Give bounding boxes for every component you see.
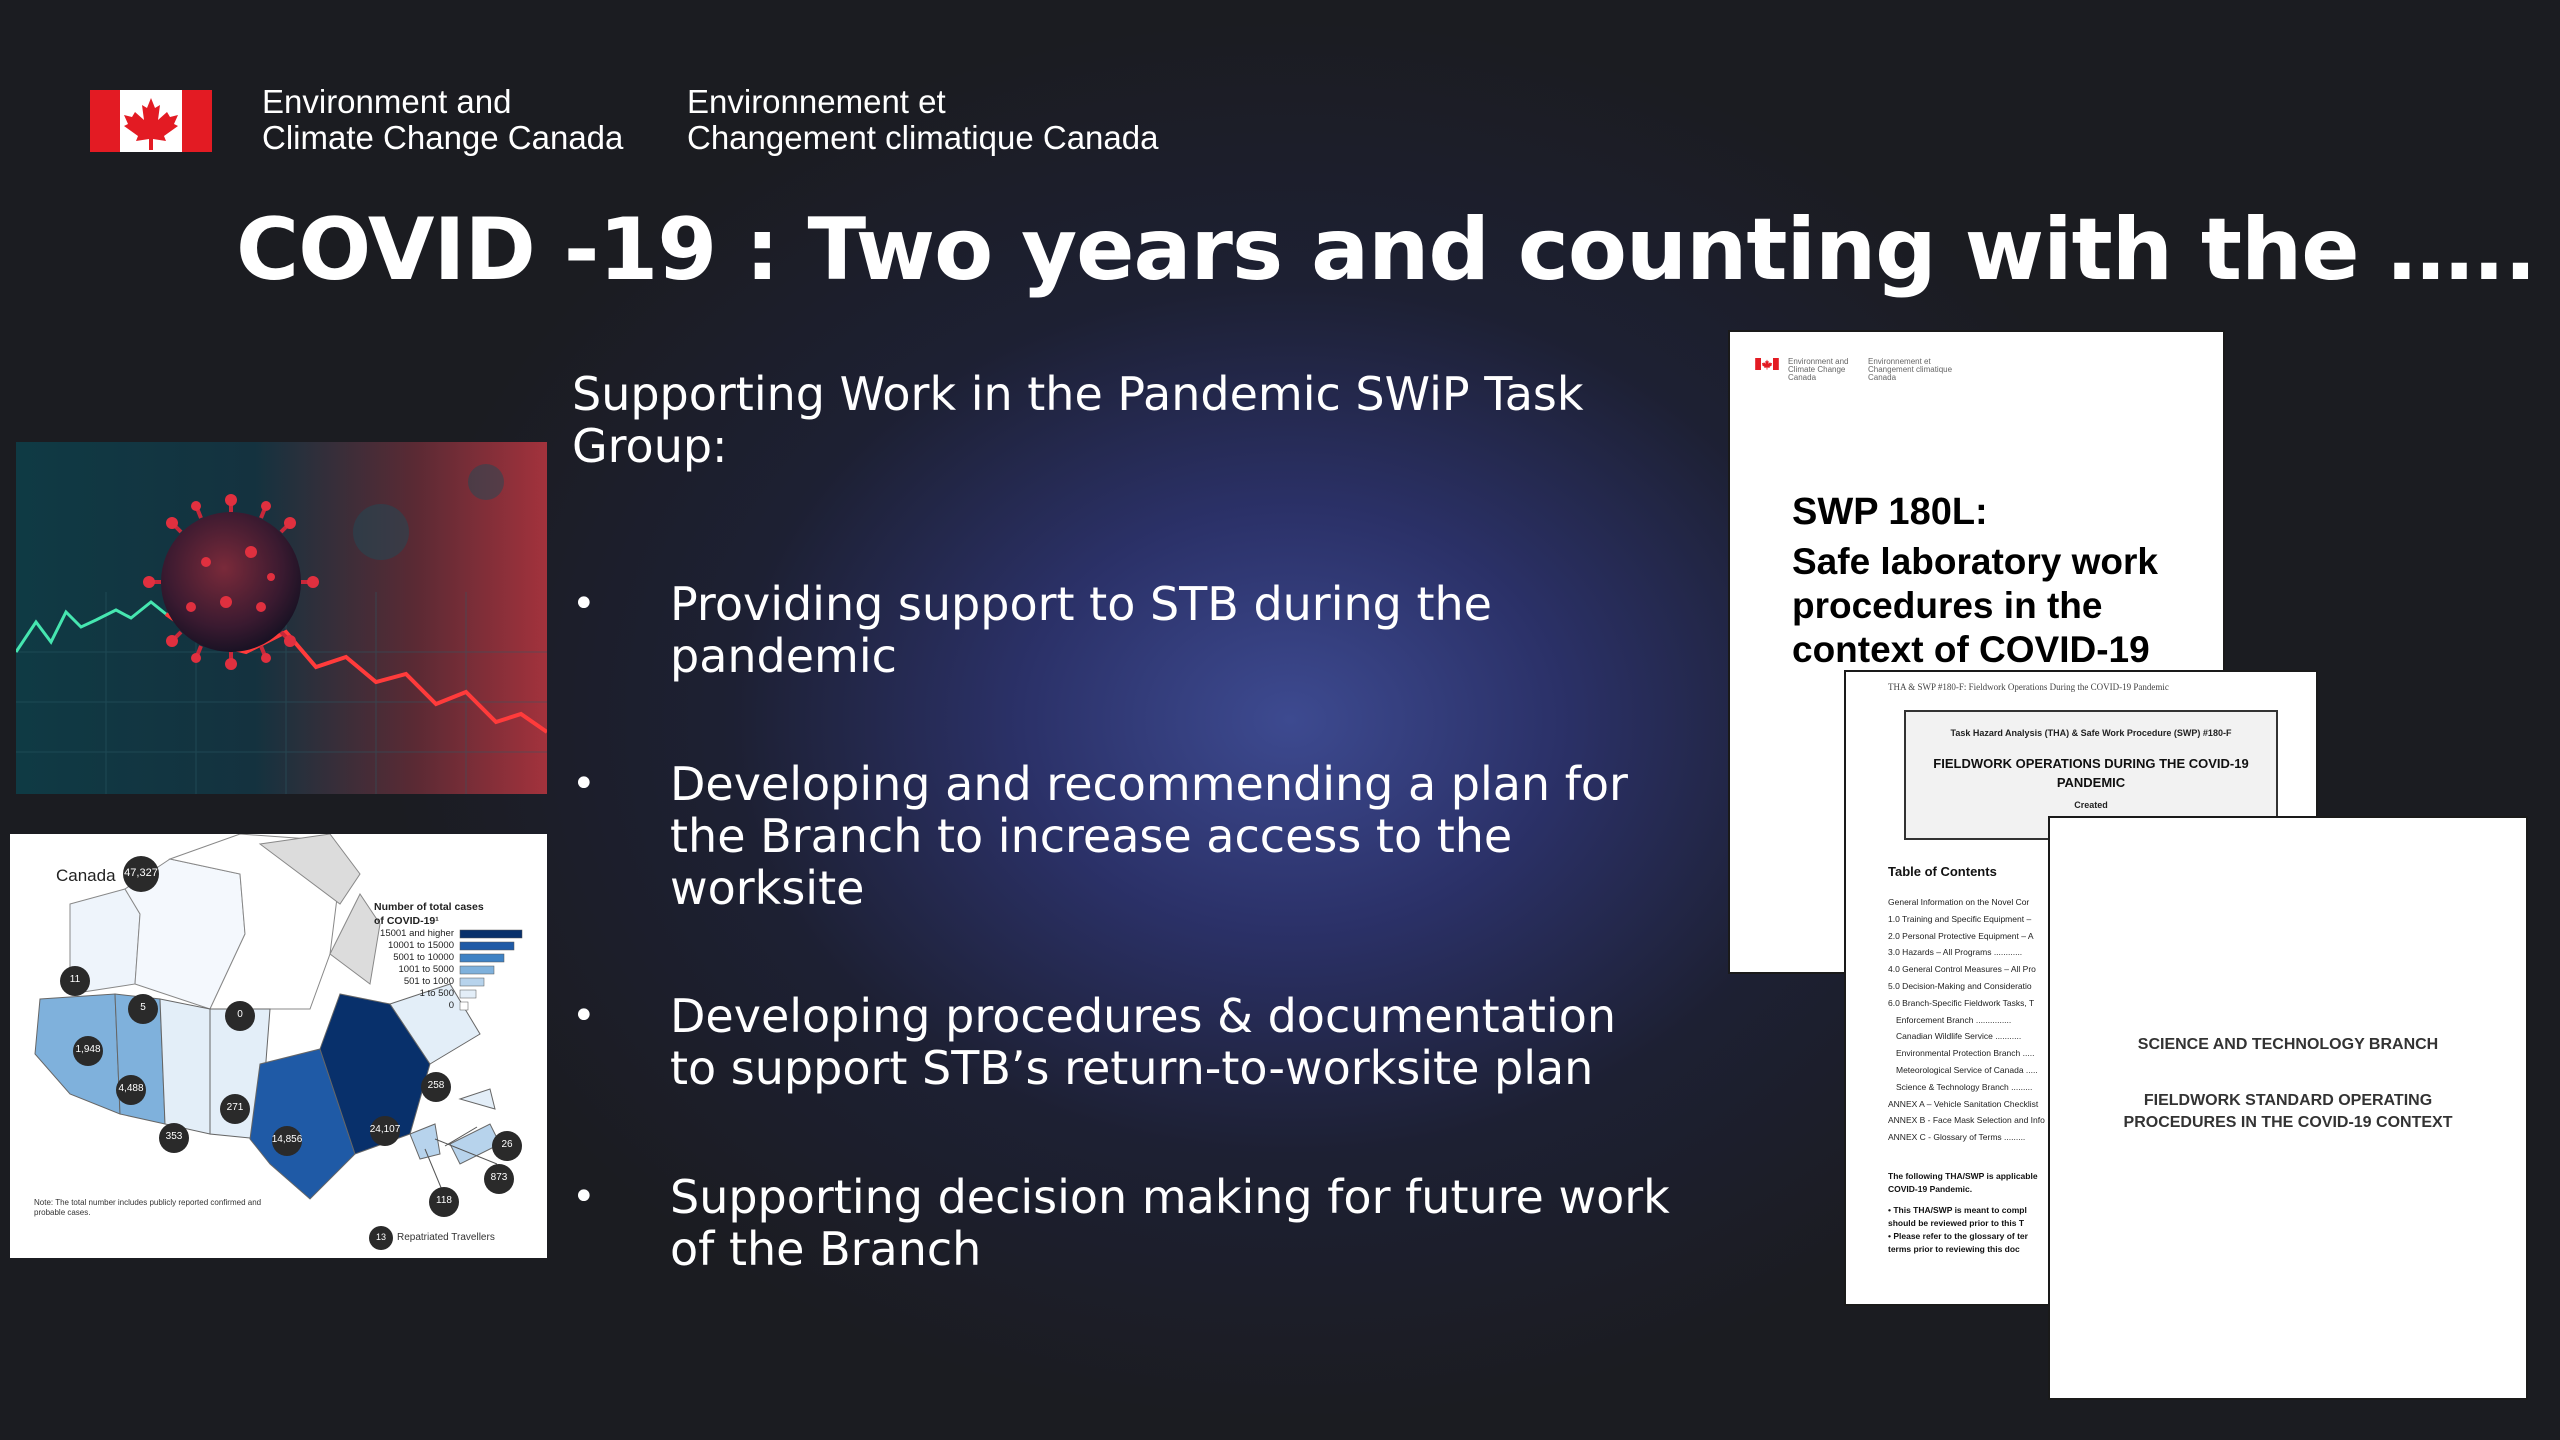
map-repatriated-label: Repatriated Travellers [397,1232,495,1243]
map-value-label: 258 [427,1080,445,1091]
bullet-text: Providing support to STB during the pandemic [670,577,1492,683]
bullet-text: Developing procedures & documentation to support STB’s return-to-worksite plan [670,989,1616,1095]
toc-entry: Science & Technology Branch ......... [1896,1081,2033,1092]
toc-entry: Environmental Protection Branch ..... [1896,1048,2035,1059]
dept-fr-line1: Environnement et [687,83,946,120]
toc-entry: General Information on the Novel Cor [1888,897,2030,907]
slide-title: COVID -19 : Two years and counting with the ….. [236,200,2536,300]
doc1-title [1792,490,2212,672]
canada-covid-map [10,834,547,1258]
doc2-toc-title: Table of Contents [1888,864,1997,879]
toc-entry: 4.0 General Control Measures – All Pro [1888,964,2036,975]
map-country-label: Canada [56,866,116,885]
legend-label: 501 to 1000 [403,976,454,987]
dept-en-line2: Climate Change Canada [262,119,624,156]
bullet-dot: • [572,581,596,627]
map-legend-labels [346,928,454,1012]
doc2-running-header: THA & SWP #180-F: Fieldwork Operations During the COVID-19 Pandemic [1888,682,2169,692]
legend-label: 10001 to 15000 [387,940,454,951]
map-value-label: 4,488 [118,1083,144,1094]
legend-swatch [460,978,484,986]
toc-entry: ANNEX A – Vehicle Sanitation Checklist [1888,1098,2039,1109]
doc3-branch-label: SCIENCE AND TECHNOLOGY BRANCH [2137,1036,2439,1053]
map-value-label: 1,948 [75,1044,101,1055]
doc3-title-line2: PROCEDURES IN THE COVID-19 CONTEXT [2123,1114,2453,1131]
map-total-label: 47,327 [124,867,158,879]
bullet-text: Supporting decision making for future work of the Branch [670,1170,1670,1276]
dept-fr-line2: Changement climatique Canada [687,119,1159,156]
doc2-box-line2: FIELDWORK OPERATIONS DURING THE COVID-19 PANDEMIC [1933,756,2249,790]
doc3-title-line1: FIELDWORK STANDARD OPERATING [2143,1092,2433,1109]
map-value-label: 353 [165,1131,183,1142]
bullet-dot: • [572,761,596,807]
doc1-title-code: SWP 180L: [1792,491,1988,533]
coronavirus-chart-image [16,442,547,794]
map-value-label: 0 [237,1009,243,1020]
map-value-label: 14,856 [271,1134,303,1145]
map-value-label: 26 [501,1139,513,1150]
toc-entry: Enforcement Branch ............... [1896,1014,2012,1025]
note-line: • This THA/SWP is meant to compl [1888,1205,2027,1215]
legend-swatch [460,942,514,950]
map-value-label: 873 [490,1172,508,1183]
note-line: The following THA/SWP is applicable [1888,1171,2038,1181]
toc-entry: Canadian Wildlife Service ........... [1896,1031,2022,1042]
legend-label: 1 to 500 [419,988,454,999]
toc-entry: 1.0 Training and Specific Equipment – [1888,913,2032,924]
bullet-dot: • [572,993,596,1039]
canada-flag-icon [90,90,212,152]
legend-label: 0 [448,1000,454,1011]
map-value-label: 271 [226,1102,244,1113]
map-legend-title [374,900,534,928]
legend-swatch [460,954,504,962]
doc1-title-text: Safe laboratory work procedures in the context of COVID-19 [1792,541,2159,670]
map-value-label: 118 [436,1195,452,1206]
map-value-label: 11 [69,974,81,985]
map-value-label: 5 [140,1002,146,1013]
doc2-box-line1: Task Hazard Analysis (THA) & Safe Work Procedure (SWP) #180-F [1950,728,2232,738]
department-name-english [262,84,623,156]
toc-entry: 2.0 Personal Protective Equipment – A [1888,930,2034,941]
note-line: COVID-19 Pandemic. [1888,1184,1973,1194]
map-region-pe [460,1089,495,1109]
doc1-header-fr: Environnement et Changement climatique Canada [1868,357,1953,382]
doc2-toc [1888,894,2058,1146]
dept-en-line1: Environment and [262,83,512,120]
doc2-box-line3: Created [2074,800,2108,810]
note-line: terms prior to reviewing this doc [1888,1244,2020,1254]
legend-label: 1001 to 5000 [398,964,454,975]
legend-swatch [460,990,476,998]
legend-label: 5001 to 10000 [393,952,454,963]
note-line: • Please refer to the glossary of ter [1888,1231,2028,1241]
legend-title-line2: of COVID-19¹ [374,915,439,927]
bullet-dot: • [572,1174,596,1220]
toc-entry: ANNEX B - Face Mask Selection and Info [1888,1115,2045,1126]
virus-icon [143,494,319,670]
map-region-sk [160,999,210,1134]
toc-entry: 3.0 Hazards – All Programs ............ [1888,947,2023,958]
legend-swatch [460,966,494,974]
legend-title-line1: Number of total cases [374,901,484,913]
note-line: should be reviewed prior to this T [1888,1218,2025,1228]
map-note-line2: probable cases. [34,1208,91,1217]
document-fieldwork-sop [2050,818,2526,1398]
map-region-nb [410,1124,440,1159]
legend-label: 15001 and higher [380,928,454,939]
legend-swatch [460,1002,468,1010]
bullet-text: Developing and recommending a plan for the Branch to increase access to the worksite [670,757,1628,915]
toc-entry: 6.0 Branch-Specific Fieldwork Tasks, T [1888,997,2035,1008]
doc2-note [1888,1170,2048,1256]
toc-entry: Meteorological Service of Canada ..... [1896,1064,2038,1075]
legend-swatch [460,930,522,938]
map-note-line1: Note: The total number includes publicly reported confirmed and [34,1198,262,1207]
map-value-label: 24,107 [369,1124,401,1135]
map-value-label: 13 [375,1232,386,1242]
department-name-french [687,84,1158,156]
slide-subtitle: Supporting Work in the Pandemic SWiP Task Group: [572,367,1584,473]
toc-entry: 5.0 Decision-Making and Consideratio [1888,980,2032,991]
toc-entry: ANNEX C - Glossary of Terms ......... [1888,1132,2026,1143]
map-note [34,1198,294,1218]
doc1-header-en: Environment and Climate Change Canada [1788,357,1849,382]
canada-flag-icon [1754,358,1780,370]
